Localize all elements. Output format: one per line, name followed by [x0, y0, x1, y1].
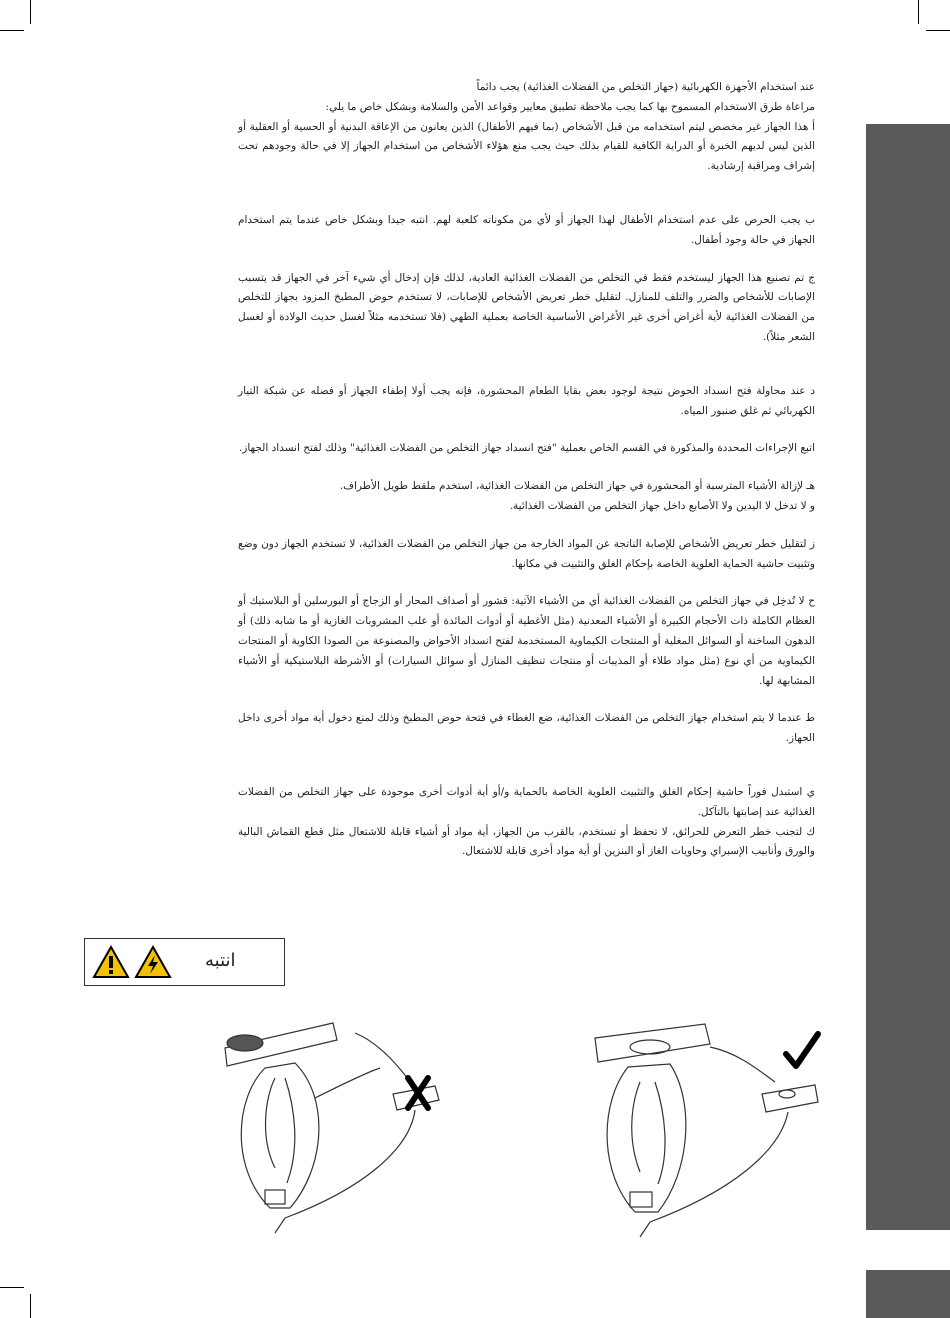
paragraph: د عند محاولة فتح انسداد الحوض نتيجة لوجود بعض بقايا الطعام المحشورة، فإنه يجب أولا إطفاء الجهاز أو فصله عن شبكة التيار الكهربائي ثم غلق صنبور المياه. [238, 384, 815, 417]
paragraph: و لا تدخل لا اليدين ولا الأصابع داخل جهاز التخلص من الفضلات الغذائية. [509, 499, 815, 512]
safety-text [238, 78, 815, 862]
paragraph: ب يجب الحرص على عدم استخدام الأطفال لهذا الجهاز أو لأي من مكوناته كلعبة لهم. انتبه جيدا وبشكل خاص عندما يتم استخدام الجهاز في حالة وجود أطفال. [238, 213, 815, 246]
check-icon [786, 1034, 818, 1066]
paragraph: ح لا تُدخِل في جهاز التخلص من الفضلات الغذائية أي من الأشياء الآتية: قشور أو أصداف المحار أو الزجاج أو البورسلين أو البلاستيك أو العظام الكاملة ذات الأحجام الكبيرة أو الأشياء المعدنية (مثل الأغطية أو أدوات المائدة أو علب المشروبات الغازية أو ما شابه ذلك) أو الدهون الساخنة أو السوائل المغلية أو المنتجات الكيماوية المستخدمة لفتح انسداد الأحواض والمصنوعة من الصودا الكاوية أو المنتجات الكيماوية من أي نوع (مثل مواد طلاء أو المذيبات أو منتجات تنظيف المنازل أو سوائل السيارات) أو الأشرطة البلاستيكية أو الأشياء المشابهة لها. [238, 595, 815, 687]
side-bar [866, 124, 950, 1230]
paragraph: أ هذا الجهاز غير مخصص ليتم استخدامه من قبل الأشخاص (بما فيهم الأطفال) الذين يعانون من الإعاقة البدنية أو الحسية أو العقلية أو الذين ليس لديهم الخبرة أو الدراية الكافية للقيام بذلك حيث يجب منع هؤلاء الأشخاص من استخدام الجهاز إلا في حالة وجودهم تحت إشراف ومراقبة إرشادية. [238, 120, 815, 173]
crop-mark [30, 1294, 31, 1318]
warning-exclamation-icon [92, 945, 130, 979]
crop-mark [926, 30, 950, 31]
paragraph: اتبع الإجراءات المحددة والمذكورة في القسم الخاص بعملية "فتح انسداد جهاز التخلص من الفضلات الغذائية" وذلك لفتح انسداد الجهاز. [238, 442, 815, 455]
crop-mark [0, 1287, 24, 1288]
paragraph: عند استخدام الأجهزة الكهربائية (جهاز التخلص من الفضلات الغذائية) يجب دائماً [476, 81, 815, 93]
crop-mark [0, 30, 24, 31]
warning-label: انتبه [205, 950, 236, 971]
electric-hazard-icon [134, 945, 172, 979]
paragraph: ج تم تصنيع هذا الجهاز ليستخدم فقط في التخلص من الفضلات الغذائية العادية، لذلك فإن إدخال أي شيء آخر في الجهاز قد يتسبب الإصابات للأشخاص والضرر والتلف للمنازل. لتقليل خطر تعريض الأشخاص للإصابات، لا تستخدم حوض المطبخ المزود بجهاز للتخلص من الفضلات الغذائية لأية أغراض أخرى غير الأغراض الأساسية الخاصة بعملية الطهي (فلا تستخدمه مثلاً لغسل حديث الولادة أو لغسل الشعر مثلاً). [238, 271, 815, 343]
paragraph: ي استبدل فوراً حاشية إحكام الغلق والتثبيت العلوية الخاصة بالحماية و/أو أية أدوات أخرى موجودة على جهاز التخلص من الفضلات الغذائية عند إصابتها بالتآكل. [238, 785, 815, 818]
paragraph: مراعاة طرق الاستخدام المسموح بها كما يجب ملاحظة تطبيق معايير وقواعد الأمن والسلامة وبشكل خاص ما يلي: [325, 100, 815, 113]
disposer-illustration-wrong [215, 1018, 450, 1236]
page-tab [866, 1270, 950, 1318]
crop-mark [918, 0, 919, 24]
disposer-illustration-correct [590, 1022, 835, 1240]
paragraph: ز لتقليل خطر تعريض الأشخاص للإصابة الناتجة عن المواد الخارجة من جهاز التخلص من الفضلات الغذائية، لا تستخدم الجهاز دون وضع وتثبيت حاشية الحماية العلوية الخاصة بإحكام الغلق والتثبيت في مكانها. [238, 537, 815, 570]
paragraph: ط عندما لا يتم استخدام جهاز التخلص من الفضلات الغذائية، ضع الغطاء في فتحة حوض المطبخ وذلك لمنع دخول أية مواد أخرى داخل الجهاز. [238, 712, 815, 745]
paragraph: ك لتجنب خطر التعرض للحرائق، لا تحفظ أو تستخدم، بالقرب من الجهاز، أية مواد أو أشياء قابلة للاشتعال مثل قطع القماش البالية والورق وأنابيب الإسبراي وحاويات الغاز أو البنزين أو أية مواد أخرى قابلة للاشتعال. [238, 825, 815, 858]
crop-mark [30, 0, 31, 24]
paragraph: هـ لإزالة الأشياء المترسبة أو المحشورة في جهاز التخلص من الفضلات الغذائية، استخدم ملقط طويل الأطراف. [339, 480, 815, 493]
